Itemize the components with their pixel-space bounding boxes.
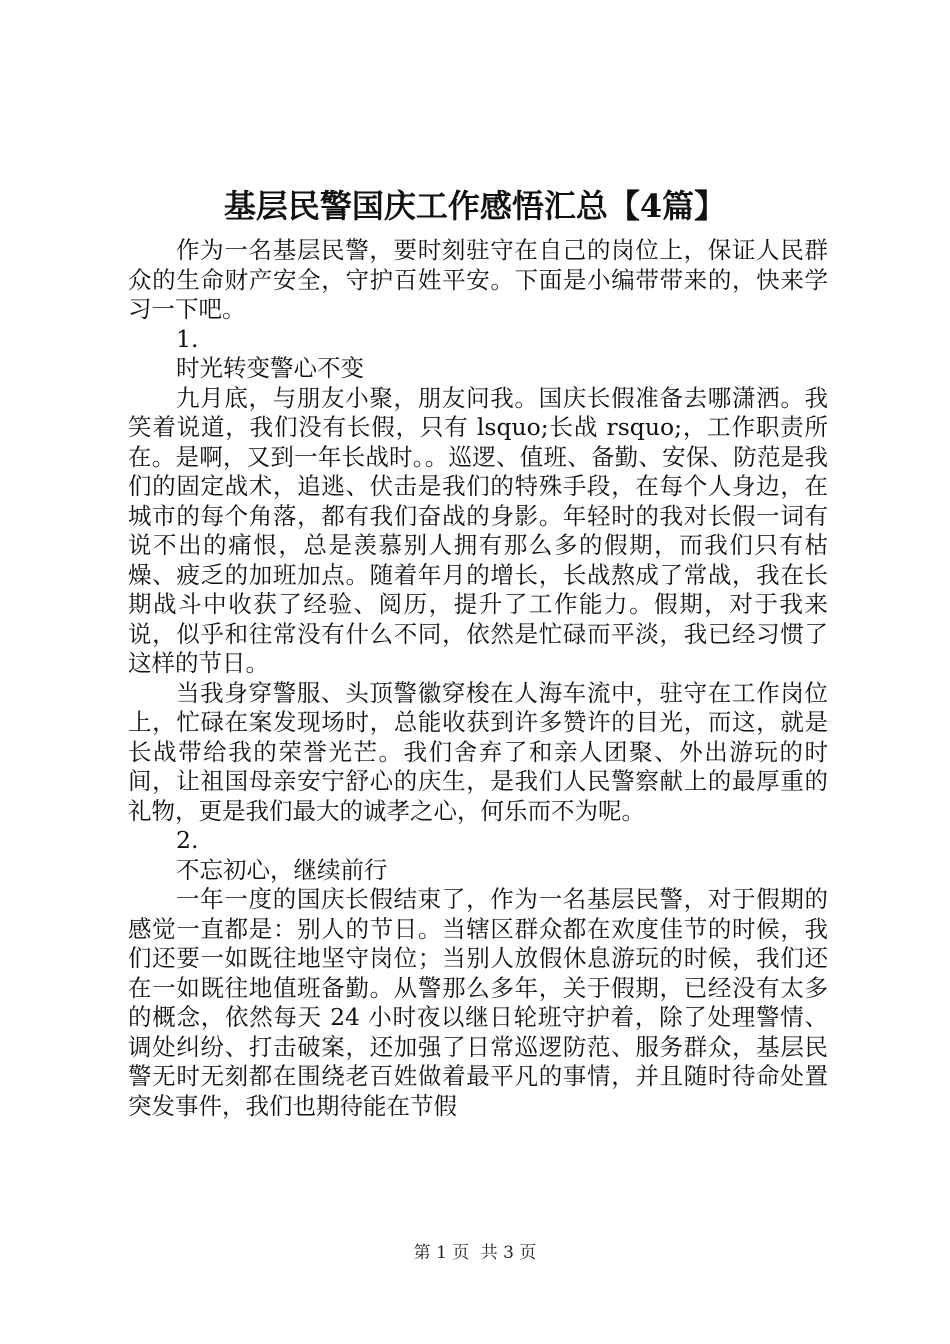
section-1-paragraph-1: 九月底，与朋友小聚，朋友问我。国庆长假准备去哪潇洒。我笑着说道，我们没有长假，只有 lsquo;长战 rsquo;，工作职责所在。是啊，又到一年长战时。。巡逻、值班、备勤、安保、防范是我们的固定战术，追逃、伏击是我们的特殊手段，在每个人身边，在城市的每个角落，都有我们奋战的身影。年轻时的我对长假一词有说不出的痛恨，总是羡慕别人拥有那么多的假期，而我们只有枯燥、疲乏的加班加点。随着年月的增长，长战熬成了常战，我在长期战斗中收获了经验、阅历，提升了工作能力。假期，对于我来说，似乎和往常没有什么不同，依然是忙碌而平淡，我已经习惯了这样的节日。 <box>128 383 828 677</box>
section-1-number: 1. <box>176 324 199 353</box>
section-2-heading: 不忘初心，继续前行 <box>176 855 388 884</box>
document-title: 基层民警国庆工作感悟汇总【4篇】 <box>223 187 727 225</box>
intro-paragraph: 作为一名基层民警，要时刻驻守在自己的岗位上，保证人民群众的生命财产安全，守护百姓平安。下面是小编带带来的，快来学习一下吧。 <box>128 236 828 323</box>
page-total: 共 3 页 <box>480 1243 537 1263</box>
section-1-paragraph-2: 当我身穿警服、头顶警徽穿梭在人海车流中，驻守在工作岗位上，忙碌在案发现场时，总能收获到许多赞许的目光，而这，就是长战带给我的荣誉光芒。我们舍弃了和亲人团聚、外出游玩的时间，让祖国母亲安宁舒心的庆生，是我们人民警察献上的最厚重的礼物，更是我们最大的诚孝之心，何乐而不为呢。 <box>128 678 828 825</box>
document-body <box>128 236 828 1121</box>
page-number: 第 1 页 <box>413 1243 470 1263</box>
page-footer <box>0 1242 950 1264</box>
section-2-paragraph-1: 一年一度的国庆长假结束了，作为一名基层民警，对于假期的感觉一直都是：别人的节日。当辖区群众都在欢度佳节的时候，我们还要一如既往地坚守岗位；当别人放假休息游玩的时候，我们还在一如既往地值班备勤。从警那么多年，关于假期，已经没有太多的概念，依然每天 24 小时夜以继日轮班守护着，除了处理警情、调处纠纷、打击破案，还加强了日常巡逻防范、服务群众，基层民警无时无刻都在围绕老百姓做着最平凡的事情，并且随时待命处置突发事件，我们也期待能在节假 <box>128 885 828 1120</box>
section-1-heading: 时光转变警心不变 <box>176 354 364 382</box>
section-2-number: 2. <box>176 826 199 854</box>
